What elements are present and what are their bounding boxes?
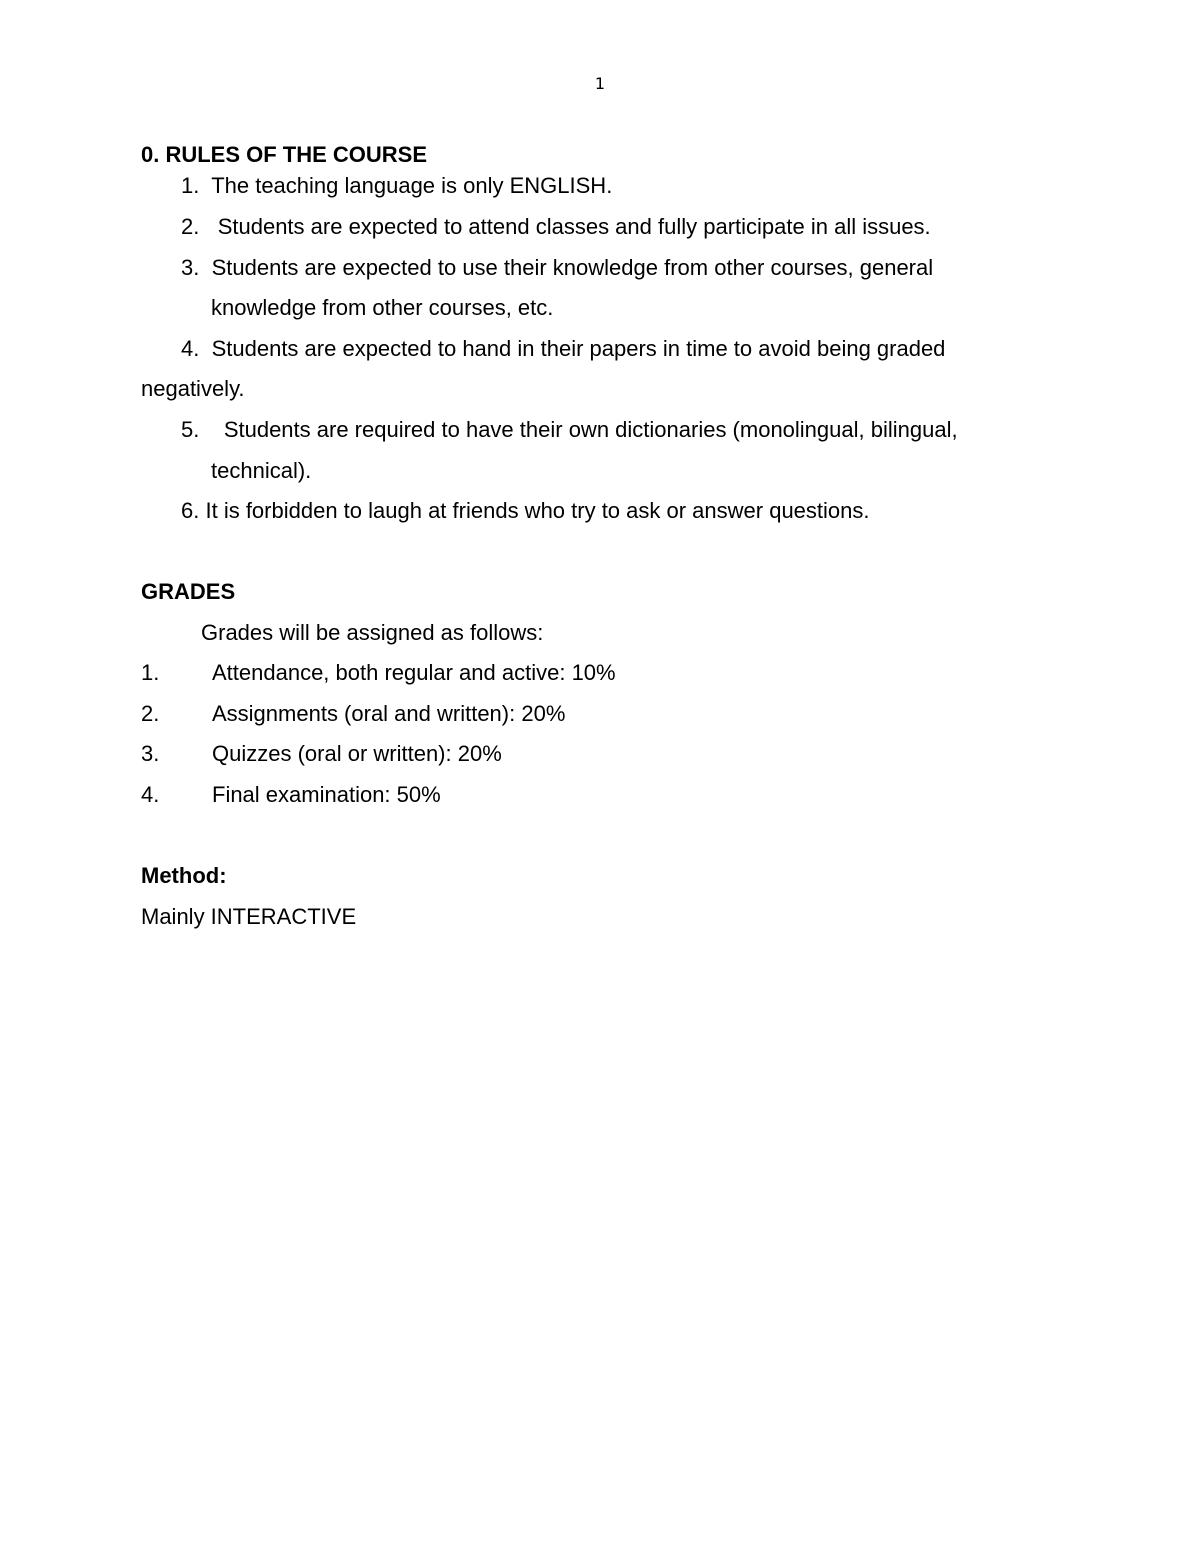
rule-text: Students are expected to use their knowledge from other courses, general xyxy=(211,255,934,280)
rule-item-4 xyxy=(181,336,945,362)
grade-number: 3. xyxy=(141,741,160,766)
grade-number: 4. xyxy=(141,782,160,807)
rule-item-6 xyxy=(181,498,870,524)
rule-item-5-continuation: technical). xyxy=(211,458,312,483)
method-text: Mainly INTERACTIVE xyxy=(141,904,357,929)
rule-number: 2. xyxy=(181,214,200,239)
grade-text: Quizzes (oral or written): 20% xyxy=(212,741,502,766)
rule-text: Students are expected to hand in their papers in time to avoid being graded xyxy=(211,336,946,361)
rule-number: 5. xyxy=(181,417,200,442)
rule-item-3-continuation: knowledge from other courses, etc. xyxy=(211,295,554,320)
rule-text: Students are expected to attend classes and fully participate in all issues. xyxy=(217,214,931,239)
rule-text: Students are required to have their own dictionaries (monolingual, bilingual, xyxy=(223,417,958,442)
rule-number: 6. xyxy=(181,498,200,523)
grade-text: Assignments (oral and written): 20% xyxy=(212,701,566,726)
rule-number: 4. xyxy=(181,336,200,361)
grades-heading: GRADES xyxy=(141,579,236,604)
rule-text: It is forbidden to laugh at friends who try to ask or answer questions. xyxy=(205,498,870,523)
grade-number: 2. xyxy=(141,701,160,726)
grade-text: Final examination: 50% xyxy=(212,782,441,807)
rule-item-5 xyxy=(181,417,958,443)
rule-number: 3. xyxy=(181,255,200,280)
rule-item-2 xyxy=(181,214,931,240)
rule-item-4-continuation: negatively. xyxy=(141,376,245,401)
rule-number: 1. xyxy=(181,173,200,198)
grades-intro: Grades will be assigned as follows: xyxy=(201,620,544,645)
page-number: 1 xyxy=(594,74,606,93)
method-heading: Method: xyxy=(141,863,227,888)
rule-item-3 xyxy=(181,255,933,281)
rule-item-1 xyxy=(181,173,612,199)
rules-heading: 0. RULES OF THE COURSE xyxy=(141,142,428,167)
rule-text: The teaching language is only ENGLISH. xyxy=(211,173,613,198)
grade-number: 1. xyxy=(141,660,160,685)
grade-text: Attendance, both regular and active: 10% xyxy=(212,660,616,685)
